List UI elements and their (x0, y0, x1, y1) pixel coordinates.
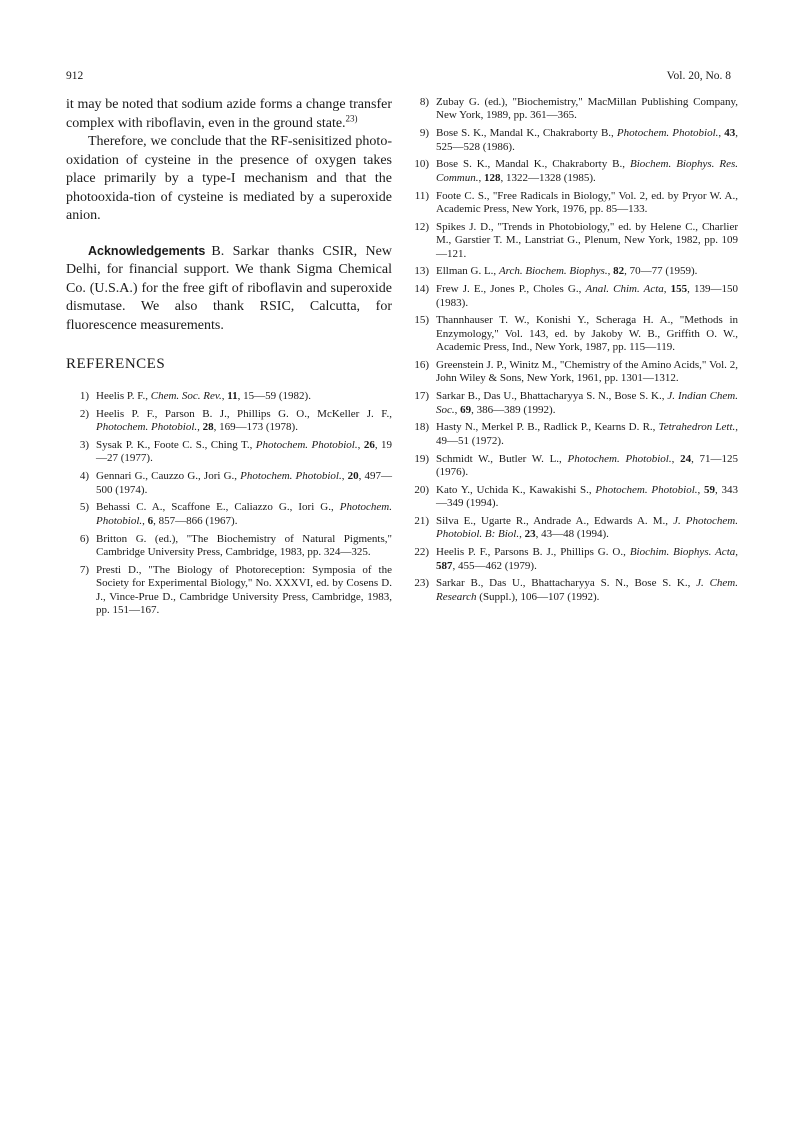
reference-pre: Behassi C. A., Scaffone E., Caliazzo G., Iori G., (96, 501, 340, 514)
references-heading: REFERENCES (66, 356, 166, 372)
reference-pre: Britton G. (ed.), "The Biochemistry of Natural Pigments," Cambridge University Press, Cambridge, 1983, pp. 324—325. (96, 532, 392, 559)
reference-post: , 70—77 (1959). (624, 265, 698, 278)
citation-superscript: 23) (345, 112, 358, 123)
body-paragraph-2: Therefore, we conclude that the RF-senisitized photo-oxidation of cysteine in the presence of oxygen takes place primarily by a type-I mechanism and that the photooxida-tion of cysteine is mediated by a superoxide anion. (66, 134, 392, 223)
reference-item (406, 283, 738, 310)
reference-pre: Sarkar B., Das U., Bhattacharyya S. N., Bose S. K., (436, 577, 697, 590)
reference-number: 1) (79, 390, 89, 402)
reference-text (436, 359, 738, 386)
reference-text (436, 283, 738, 310)
acknowledgements-heading: Acknowledgements (88, 243, 206, 258)
reference-number: 7) (79, 563, 89, 576)
reference-vol: 128 (483, 171, 501, 184)
reference-number: 20) (414, 483, 429, 496)
reference-text (436, 484, 738, 511)
reference-pre: Sysak P. K., Foote C. S., Ching T., (96, 439, 256, 451)
reference-journal: Arch. Biochem. Biophys. (498, 265, 608, 278)
right-column (406, 96, 738, 609)
reference-text (436, 453, 738, 480)
reference-pre: Bose S. K., Mandal K., Chakraborty B., (436, 127, 617, 140)
reference-item (406, 453, 738, 480)
reference-text (436, 390, 738, 417)
references-list-right (406, 96, 738, 604)
reference-item (406, 359, 738, 386)
reference-item (66, 390, 392, 403)
reference-post: , 386—389 (1992). (471, 403, 556, 416)
reference-pre: Heelis P. F., Parsons B. J., Phillips G. O., (436, 546, 630, 559)
reference-number: 19) (414, 452, 429, 465)
reference-number: 10) (414, 158, 429, 171)
reference-pre: Silva E., Ugarte R., Andrade A., Edwards A. M., (436, 515, 674, 528)
reference-text (96, 439, 392, 466)
reference-vol: 43 (724, 127, 736, 140)
reference-item (406, 265, 738, 278)
reference-journal: Tetrahedron Lett. (658, 421, 736, 434)
reference-vol: 69 (460, 403, 472, 416)
reference-vol: 26 (363, 439, 375, 451)
left-column (66, 96, 392, 622)
volume-info: Vol. 20, No. 8 (666, 70, 731, 82)
reference-item (66, 533, 392, 560)
reference-post: , 139—150 (1983). (436, 283, 739, 309)
references-list-left (66, 390, 392, 617)
reference-mid: , (519, 528, 525, 541)
reference-mid: , (341, 470, 348, 483)
acknowledgements-text: B. Sarkar thanks CSIR, New Delhi, for financial support. We thank Sigma Chemical Co. (U.S.A.) for the free gift of riboflavin and superoxide dismutase. We also thank RSIC, Calcutta, for fluorescence measurements. (66, 243, 392, 333)
reference-pre: Presti D., "The Biology of Photoreception: Symposia of the Society for Experimental Biology," No. XXXVI, ed. by Cosens D. J., Vince-Prue D., Cambridge University Press, Cambridge, 1983, pp. 151—167. (96, 563, 392, 617)
reference-text (96, 408, 392, 435)
reference-mid: , (221, 390, 228, 402)
reference-vol: 20 (347, 470, 359, 483)
reference-vol: 155 (670, 283, 688, 296)
reference-post: , 15—59 (1982). (237, 390, 311, 402)
reference-item (406, 158, 738, 185)
reference-journal: Chem. Soc. Rev. (150, 390, 222, 402)
reference-item (406, 127, 738, 154)
reference-number: 5) (79, 501, 89, 514)
reference-post: , 19—27 (1977). (96, 439, 393, 465)
reference-mid: , 49—51 (1972). (436, 421, 738, 447)
reference-pre: Kato Y., Uchida K., Kawakishi S., (436, 483, 596, 496)
reference-number: 16) (414, 359, 429, 372)
reference-number: 12) (414, 220, 429, 233)
reference-pre: Bose S. K., Mandal K., Chakraborty B., (436, 158, 630, 171)
reference-mid: , (478, 171, 484, 184)
reference-vol: 24 (680, 452, 692, 465)
reference-vol: 82 (613, 265, 625, 278)
reference-pre: Greenstein J. P., Winitz M., "Chemistry of the Amino Acids," Vol. 2, John Wiley & Sons, New York, 1961, pp. 1301—1312. (436, 359, 738, 385)
page-number: 912 (66, 70, 84, 82)
reference-pre: Schmidt W., Butler W. L., (436, 452, 568, 465)
reference-text (436, 515, 738, 542)
reference-journal: Photochem. Photobiol. (96, 501, 392, 527)
reference-item (66, 408, 392, 435)
reference-number: 2) (79, 407, 89, 420)
reference-mid: (Suppl.), 106—107 (1992). (476, 590, 600, 603)
reference-journal: J. Chem. Research (436, 577, 738, 603)
reference-text (436, 314, 738, 354)
reference-item (406, 190, 738, 217)
reference-number: 22) (414, 546, 429, 559)
reference-text (96, 470, 392, 497)
reference-number: 18) (414, 421, 429, 434)
reference-mid: , (735, 546, 738, 559)
reference-journal: Photochem. Photobiol. (595, 483, 698, 496)
reference-post: , 71—125 (1976). (436, 452, 739, 479)
reference-item (66, 564, 392, 618)
reference-text (96, 564, 392, 618)
reference-pre: Frew J. E., Jones P., Choles G., (436, 283, 586, 296)
reference-number: 21) (414, 515, 429, 528)
reference-journal: Photochem. Photobiol. (240, 470, 342, 483)
reference-item (406, 221, 738, 261)
reference-number: 3) (79, 439, 89, 451)
reference-pre: Foote C. S., "Free Radicals in Biology," Vol. 2, ed. by Pryor W. A., Academic Press, New York, 1976, pp. 85—133. (436, 189, 738, 216)
reference-number: 15) (414, 314, 429, 327)
reference-item (406, 421, 738, 448)
reference-item (66, 470, 392, 497)
reference-text (96, 390, 392, 403)
reference-mid: , (197, 421, 203, 434)
reference-pre: Heelis P. F., (96, 390, 151, 402)
reference-vol: 587 (436, 559, 453, 572)
reference-pre: Sarkar B., Das U., Bhattacharyya S. N., Bose S. K., (436, 390, 668, 403)
reference-vol: 11 (227, 390, 238, 402)
reference-item (406, 546, 738, 573)
reference-item (406, 314, 738, 354)
reference-post: , 343—349 (1994). (436, 483, 738, 510)
reference-text (436, 577, 738, 604)
reference-journal: Anal. Chim. Acta (585, 283, 664, 296)
reference-post: , 857—866 (1967). (153, 514, 238, 527)
reference-text (96, 533, 392, 560)
reference-pre: Thannhauser T. W., Konishi Y., Scheraga H. A., "Methods in Enzymology," Vol. 143, ed. by Jakoby W. B., Griffith O. W., Academic Press, Ind., New York, 1987, pp. 115—119. (436, 314, 738, 354)
reference-item (406, 484, 738, 511)
body-paragraph-1 (66, 96, 392, 133)
reference-text (436, 221, 738, 261)
reference-number: 13) (414, 265, 429, 278)
reference-text (436, 127, 738, 154)
reference-number: 23) (414, 577, 429, 590)
acknowledgements-paragraph (66, 242, 392, 336)
reference-mid: , (697, 483, 704, 496)
reference-vol: 59 (704, 483, 715, 496)
reference-post: , 497—500 (1974). (96, 470, 393, 496)
reference-post: , 1322—1328 (1985). (500, 171, 596, 184)
reference-item (406, 390, 738, 417)
reference-number: 6) (79, 532, 89, 545)
reference-journal: Photochem. Photobiol. (255, 439, 358, 451)
reference-vol: 6 (147, 514, 154, 527)
reference-mid: , (671, 452, 681, 465)
reference-pre: Zubay G. (ed.), "Biochemistry," MacMillan Publishing Company, New York, 1989, pp. 361—365. (436, 96, 738, 122)
reference-text (436, 96, 738, 123)
reference-text (436, 265, 738, 278)
reference-post: , 525—528 (1986). (436, 127, 739, 153)
reference-journal: Photochem. Photobiol. (567, 452, 672, 465)
reference-vol: 28 (202, 421, 214, 434)
reference-number: 9) (419, 127, 429, 140)
reference-pre: Hasty N., Merkel P. B., Radlick P., Kearns D. R., (436, 421, 659, 434)
reference-pre: Ellman G. L., (436, 265, 499, 278)
reference-post: , 43—48 (1994). (535, 528, 609, 541)
reference-text (436, 190, 738, 217)
reference-number: 8) (419, 96, 429, 108)
reference-item (66, 439, 392, 466)
reference-number: 11) (414, 189, 429, 202)
reference-number: 4) (79, 470, 89, 483)
reference-text (96, 501, 392, 528)
reference-number: 17) (414, 390, 429, 403)
reference-item (406, 515, 738, 542)
reference-mid: , (454, 403, 461, 416)
reference-journal: Photochem. Photobiol. (96, 421, 198, 434)
reference-item (406, 96, 738, 123)
reference-journal: Biochem. Biophys. Res. Commun. (436, 158, 738, 184)
reference-pre: Gennari G., Cauzzo G., Jori G., (96, 470, 241, 483)
reference-journal: J. Photochem. Photobiol. B: Biol. (436, 515, 738, 541)
reference-text (436, 421, 738, 448)
reference-post: , 455—462 (1979). (452, 559, 537, 572)
reference-mid: , (607, 265, 614, 278)
reference-pre: Heelis P. F., Parson B. J., Phillips G. O., McKeller J. F., (96, 407, 392, 420)
reference-pre: Spikes J. D., "Trends in Photobiology," ed. by Helene C., Charlier M., Garstier T. M., Lanstriat G., Plenum, New York, 1982, pp. 109—121. (436, 220, 738, 260)
reference-mid: , (718, 127, 725, 140)
reference-mid: , (357, 439, 364, 451)
reference-item (66, 501, 392, 528)
reference-text (436, 546, 738, 573)
reference-vol: 23 (524, 528, 536, 541)
reference-journal: Biochim. Biophys. Acta (629, 546, 736, 559)
reference-item (406, 577, 738, 604)
reference-mid: , (663, 283, 671, 296)
reference-journal: Photochem. Photobiol. (616, 127, 719, 140)
reference-number: 14) (414, 283, 429, 296)
reference-mid: , (142, 514, 148, 527)
body-text: it may be noted that sodium azide forms a change transfer complex with riboflavin, even in the ground state. (66, 97, 392, 131)
reference-post: , 169—173 (1978). (213, 421, 298, 434)
reference-text (436, 158, 738, 185)
reference-journal: J. Indian Chem. Soc. (436, 390, 739, 416)
